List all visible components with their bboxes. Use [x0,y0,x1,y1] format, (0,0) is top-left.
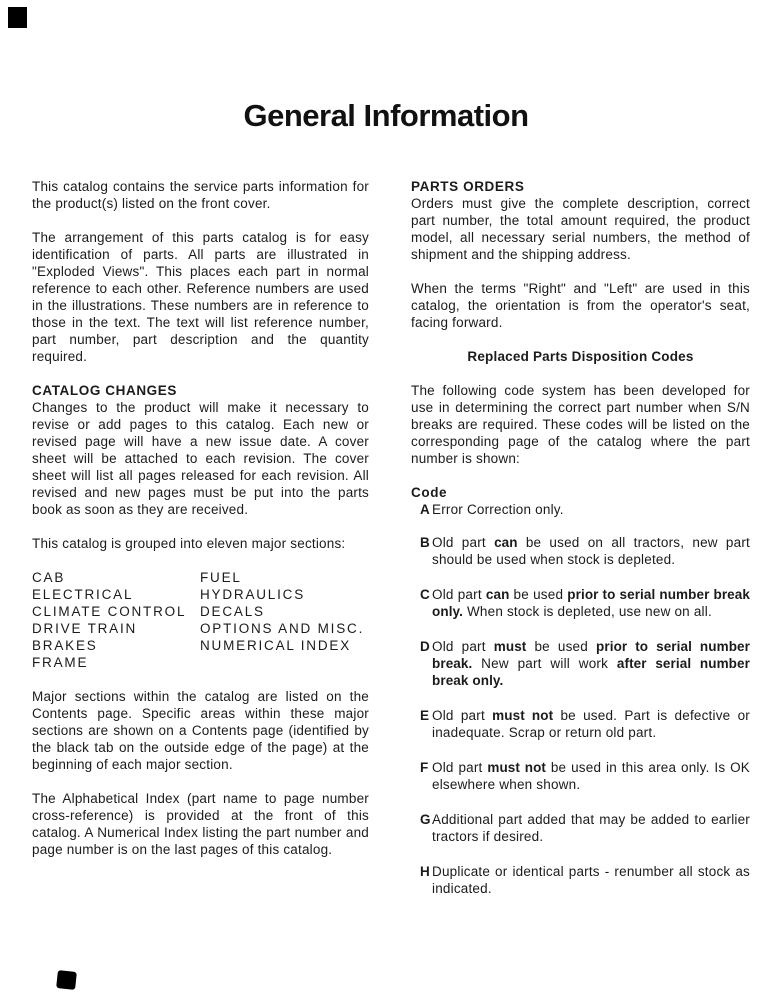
sections-intro-paragraph: This catalog is grouped into eleven major sections: [32,536,346,551]
section-name: FUEL [200,570,242,585]
right-column [411,178,750,915]
code-label: Code [411,485,448,500]
code-item [411,638,750,689]
code-text: Old part must not be used. Part is defective or inadequate. Scrap or return old part. [432,708,750,740]
section-name: BRAKES [32,638,98,653]
section-row [32,603,369,620]
code-item [411,759,750,793]
section-name: CLIMATE CONTROL [32,604,187,619]
parts-orders-heading: PARTS ORDERS [411,179,525,194]
section-name [200,654,369,671]
code-letter: F [420,760,429,775]
intro-paragraph: This catalog contains the service parts information for the product(s) listed on the front cover. [32,179,369,211]
major-sections-paragraph: Major sections within the catalog are listed on the Contents page. Specific areas within these major sections are shown on a Contents page (identified by the black tab on the outside edge of the page) at the beginning of each major section. [32,689,369,772]
section-row [32,637,369,654]
code-letter: H [420,864,430,879]
section-name: HYDRAULICS [200,587,306,602]
code-text: Old part must not be used in this area only. Is OK elsewhere when shown. [432,760,751,792]
code-letter: E [420,708,430,723]
left-column [32,178,369,875]
code-letter: A [420,502,430,517]
code-text: Duplicate or identical parts - renumber all stock as indicated. [432,864,750,896]
section-row [32,654,369,671]
section-row [32,620,369,637]
section-name: FRAME [32,655,89,670]
code-item [411,586,750,620]
code-item [411,534,750,568]
section-name: NUMERICAL INDEX [200,638,352,653]
code-text: Old part must be used prior to serial number break. New part will work after serial number break only. [432,639,751,688]
catalog-changes-heading: CATALOG CHANGES [32,383,177,398]
code-text: Error Correction only. [432,502,564,517]
code-item [411,501,750,518]
section-name: ELECTRICAL [32,587,134,602]
black-page-edge-tab-mark [56,970,77,990]
disposition-codes-list [411,501,750,897]
section-row [32,569,369,586]
section-name: DRIVE TRAIN [32,621,138,636]
index-paragraph: The Alphabetical Index (part name to page number cross-reference) is provided at the front of this catalog. A Numerical Index listing the part number and page number is on the last pages of this catalog. [32,791,369,857]
code-letter: C [420,587,430,602]
code-letter: G [420,812,431,827]
catalog-changes-paragraph: Changes to the product will make it necessary to revise or add pages to this catalog. Each new or revised page will have a new issue date. A cover sheet will be attached to each revision. The cover sheet will list all pages released for each revision. All revised and new pages must be put into the parts book as soon as they are received. [32,400,369,517]
arrangement-paragraph: The arrangement of this parts catalog is for easy identification of parts. All parts are illustrated in "Exploded Views". This places each part in normal reference to each other. Reference numbers are used in the illustrations. These numbers are in reference to those in the text. The text will list reference number, part number, part description and the quantity required. [32,230,369,364]
code-item [411,707,750,741]
code-item [411,811,750,845]
section-row [32,586,369,603]
code-letter: D [420,639,430,654]
code-text: Old part can be used prior to serial number break only. When stock is depleted, use new on all. [432,587,750,619]
code-text: Old part can be used on all tractors, new part should be used when stock is depleted. [432,535,750,567]
code-item [411,863,750,897]
code-letter: B [420,535,430,550]
parts-orders-paragraph: Orders must give the complete description, correct part number, the total amount required, the product model, all necessary serial numbers, the method of shipment and the shipping address. [411,196,750,262]
section-name: DECALS [200,604,265,619]
disposition-codes-heading: Replaced Parts Disposition Codes [467,349,694,364]
disposition-intro-paragraph: The following code system has been developed for use in determining the correct part number when S/N breaks are required. These codes will be listed on the corresponding page of the catalog where the part number is shown: [411,383,750,466]
page-title: General Information [243,98,529,133]
orientation-paragraph: When the terms "Right" and "Left" are used in this catalog, the orientation is from the operator's seat, facing forward. [411,281,750,330]
major-sections-list [32,569,369,671]
section-name: CAB [32,570,66,585]
code-text: Additional part added that may be added to earlier tractors if desired. [432,812,750,844]
scan-registration-mark [8,7,27,28]
section-name: OPTIONS AND MISC. [200,621,365,636]
